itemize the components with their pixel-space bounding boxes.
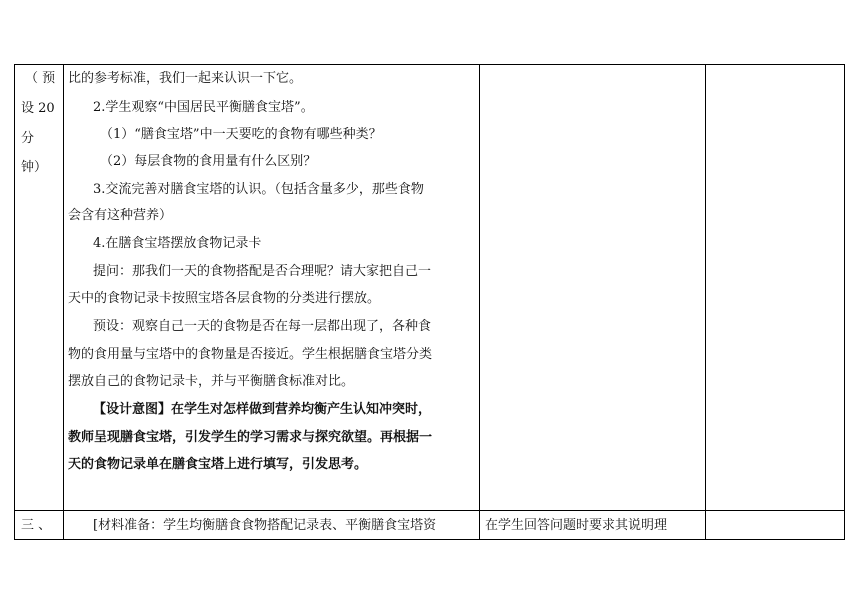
- design-intent-line: 天的食物记录单在膳食宝塔上进行填写，引发思考。: [68, 457, 368, 472]
- content-line: 4.在膳食宝塔摆放食物记录卡: [93, 236, 262, 251]
- content-line: 物的食用量与宝塔中的食物量是否接近。学生根据膳食宝塔分类: [68, 347, 433, 362]
- content-line: （1）“膳食宝塔”中一天要吃的食物有哪些种类？: [100, 127, 382, 142]
- stage-number-label: 三 、: [21, 518, 52, 533]
- stage-time-label-line: 分: [21, 131, 35, 146]
- column-divider: [479, 65, 480, 539]
- lesson-plan-table: [14, 64, 845, 540]
- content-line: 3.交流完善对膳食宝塔的认识。（包括含量多少，那些食物: [93, 182, 424, 197]
- teacher-note-line: 在学生回答问题时要求其说明理: [485, 518, 668, 533]
- design-intent-line: 教师呈现膳食宝塔，引发学生的学习需求与探究欲望。再根据一: [68, 430, 433, 445]
- design-intent-line: 【设计意图】在学生对怎样做到营养均衡产生认知冲突时，: [93, 402, 432, 417]
- content-line: 2.学生观察“中国居民平衡膳食宝塔”。: [93, 100, 314, 115]
- stage-time-label-line: 钟）: [21, 160, 48, 175]
- column-divider: [705, 65, 706, 539]
- row-divider: [15, 510, 844, 511]
- column-divider: [63, 65, 64, 539]
- content-line: 预设：观察自己一天的食物是否在每一层都出现了，各种食: [93, 319, 432, 334]
- content-line: （2）每层食物的食用量有什么区别？: [100, 154, 317, 169]
- content-line: 天中的食物记录卡按照宝塔各层食物的分类进行摆放。: [68, 291, 381, 306]
- materials-line: [材料准备：学生均衡膳食食物搭配记录表、平衡膳食宝塔资: [93, 518, 437, 533]
- content-line: 提问：那我们一天的食物搭配是否合理呢？请大家把自己一: [93, 264, 432, 279]
- content-line: 会含有这种营养）: [68, 208, 173, 223]
- content-line: 比的参考标准，我们一起来认识一下它。: [68, 71, 303, 86]
- content-line: 摆放自己的食物记录卡，并与平衡膳食标准对比。: [68, 374, 355, 389]
- stage-time-label-line: （ 预: [25, 71, 56, 86]
- stage-time-label-line: 设 20: [21, 101, 55, 116]
